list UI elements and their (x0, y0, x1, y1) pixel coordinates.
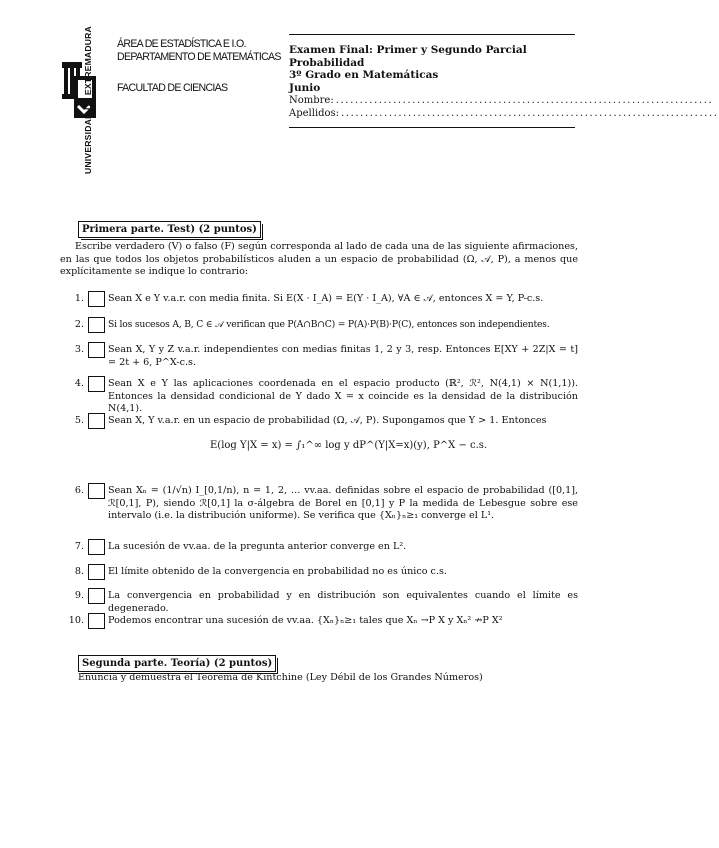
question-10: 10. Podemos encontrar una sucesión de vv.aa. {Xₙ}ₙ≥₁ tales que Xₙ →P X y Xₙ² ↛P X² (60, 615, 578, 628)
part1-title: Primera parte. Test) (2 puntos) (78, 221, 261, 238)
question-2: 2. Si los sucesos A, B, C ∈ 𝒜 verifican que P(A∩B∩C) = P(A)·P(B)·P(C), entonces son independientes. (60, 319, 578, 332)
answer-box[interactable] (88, 291, 105, 307)
answer-box[interactable] (88, 376, 105, 392)
question-6: 6. Sean Xₙ = (1/√n) I_[0,1/n), n = 1, 2, … vv.aa. definidas sobre el espacio de probabilidad ([0,1], ℛ[0,1], P), siendo ℛ[0,1] la σ-álgebra de Borel en [0,1] y P la medida de Lebesgue sobre ese intervalo (i.e. la distribución uniforme). Se verifica que {Xₙ}ₙ≥₁ converge el L¹. (74, 485, 578, 522)
part1-intro: Escribe verdadero (V) o falso (F) según corresponda al lado de cada una de las siguiente afirmaciones, en las que todos los objetos probabilísticos aluden a un espacio de probabilidad (Ω, 𝒜, P), a menos que explícitamente se indique lo contrario: (60, 241, 578, 278)
question-3: 3. Sean X, Y y Z v.a.r. independientes con medias finitas 1, 2 y 3, resp. Entonces E[XY + 2Z|X = t] = 2t + 6, P^X-c.s. (74, 344, 578, 368)
part2-text: Enuncia y demuestra el Teorema de Kintchine (Ley Débil de los Grandes Números) (78, 672, 483, 683)
exam-month: Junio (289, 81, 321, 94)
answer-box[interactable] (88, 588, 105, 604)
answer-box[interactable] (88, 342, 105, 358)
question-8: 8. El límite obtenido de la convergencia en probabilidad no es único c.s. (60, 566, 578, 579)
exam-subject: Probabilidad (289, 56, 365, 69)
answer-box[interactable] (88, 413, 105, 429)
exam-title: Examen Final: Primer y Segundo Parcial (289, 44, 527, 56)
question-7: 7. La sucesión de vv.aa. de la pregunta anterior converge en L². (60, 541, 578, 554)
name-field[interactable]: Nombre: ............................................................................... (289, 95, 714, 106)
question-9: 9. La convergencia en probabilidad y en distribución son equivalentes cuando el límite es degenerado. (74, 590, 578, 614)
department-label: DEPARTAMENTO DE MATEMÁTICAS (117, 51, 281, 63)
surname-field[interactable]: Apellidos: ............................................................................... (289, 108, 719, 119)
question-1: 1. Sean X e Y v.a.r. con media finita. Si E(X · I_A) = E(Y · I_A), ∀A ∈ 𝒜, entonces X = Y, P-c.s. (60, 293, 578, 306)
exam-course: 3º Grado en Matemáticas (289, 69, 439, 81)
faculty-label: FACULTAD DE CIENCIAS (117, 82, 228, 94)
answer-box[interactable] (88, 564, 105, 580)
question-4: 4. Sean X e Y las aplicaciones coordenada en el espacio producto (ℝ², ℛ², N(4,1) × N(1,1)). Entonces la densidad condicional de Y dado X = x coincide es la densidad de la distribución N(4,1). (74, 378, 578, 415)
area-label: ÁREA DE ESTADÍSTICA E I.O. (117, 38, 246, 50)
question-5-formula: E(log Y|X = x) = ∫₁^∞ log y dP^(Y|X=x)(y), P^X − c.s. (210, 440, 488, 451)
question-5: 5. Sean X, Y v.a.r. en un espacio de probabilidad (Ω, 𝒜, P). Supongamos que Y > 1. Entonces (60, 415, 578, 428)
university-name: UNIVERSIDAD DE EXTREMADURA (83, 26, 93, 174)
exam-info (289, 34, 719, 128)
part2-title: Segunda parte. Teoría) (2 puntos) (78, 655, 276, 672)
answer-box[interactable] (88, 483, 105, 499)
answer-box[interactable] (88, 317, 105, 333)
answer-box[interactable] (88, 539, 105, 555)
answer-box[interactable] (88, 613, 105, 629)
